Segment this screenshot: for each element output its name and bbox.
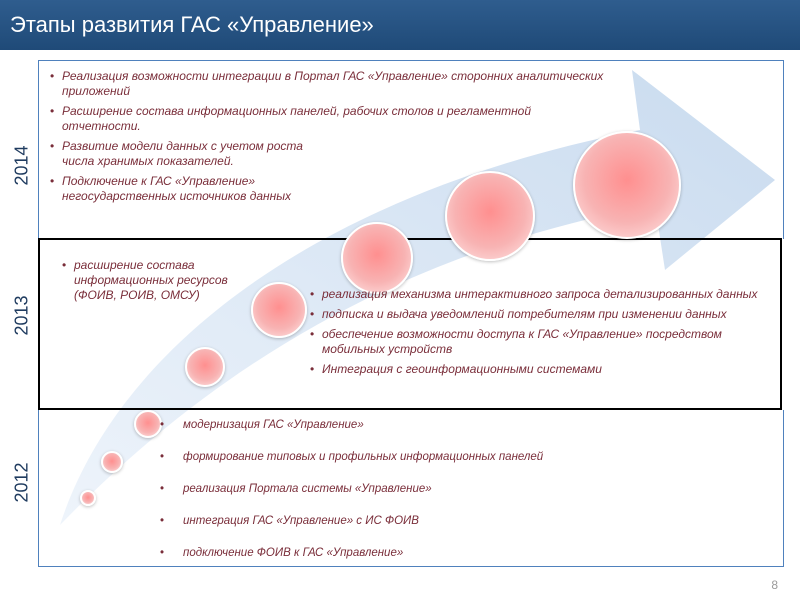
year-label-2014: 2014 [11,145,32,186]
stage-2012-list [160,418,780,578]
list-item: • расширение состава информационных ресурсов (ФОИВ, РОИВ, ОМСУ) [62,258,252,303]
list-item: • модернизация ГАС «Управление» [160,418,780,433]
milestone-circle-1 [80,490,96,506]
milestone-circle-2 [101,451,123,473]
list-item: • формирование типовых и профильных информационных панелей [160,450,780,465]
list-item: • подключение ФОИВ к ГАС «Управление» [160,546,780,561]
list-item: • Реализация возможности интеграции в Портал ГАС «Управление» сторонних аналитических приложений [50,69,610,99]
year-label-2012: 2012 [11,462,32,503]
milestone-circle-5 [251,282,307,338]
page-number: 8 [771,578,778,592]
milestone-circle-4 [185,347,225,387]
list-item: • Интеграция с геоинформационными системами [310,362,780,377]
milestone-circle-3 [134,410,162,438]
stage-2013-left-list [62,258,252,308]
year-label-2013: 2013 [11,295,32,336]
milestone-circle-6 [341,222,413,294]
list-item: • Расширение состава информационных панелей, рабочих столов и регламентной отчетности. [50,104,610,134]
list-item: • интеграция ГАС «Управление» с ИС ФОИВ [160,514,780,529]
list-item: • обеспечение возможности доступа к ГАС «Управление» посредством мобильных устройств [310,327,780,357]
list-item: • Развитие модели данных с учетом роста числа хранимых показателей. [50,139,332,169]
stage-2014-list [50,69,610,209]
list-item: • подписка и выдача уведомлений потребителям при изменении данных [310,307,780,322]
slide-title: Этапы развития ГАС «Управление» [10,12,374,37]
stage-2013-right-list [310,287,780,382]
list-item: • реализация Портала системы «Управление» [160,482,780,497]
list-item: • Подключение к ГАС «Управление» негосударственных источников данных [50,174,332,204]
list-item: • реализация механизма интерактивного запроса детализированных данных [310,287,780,302]
